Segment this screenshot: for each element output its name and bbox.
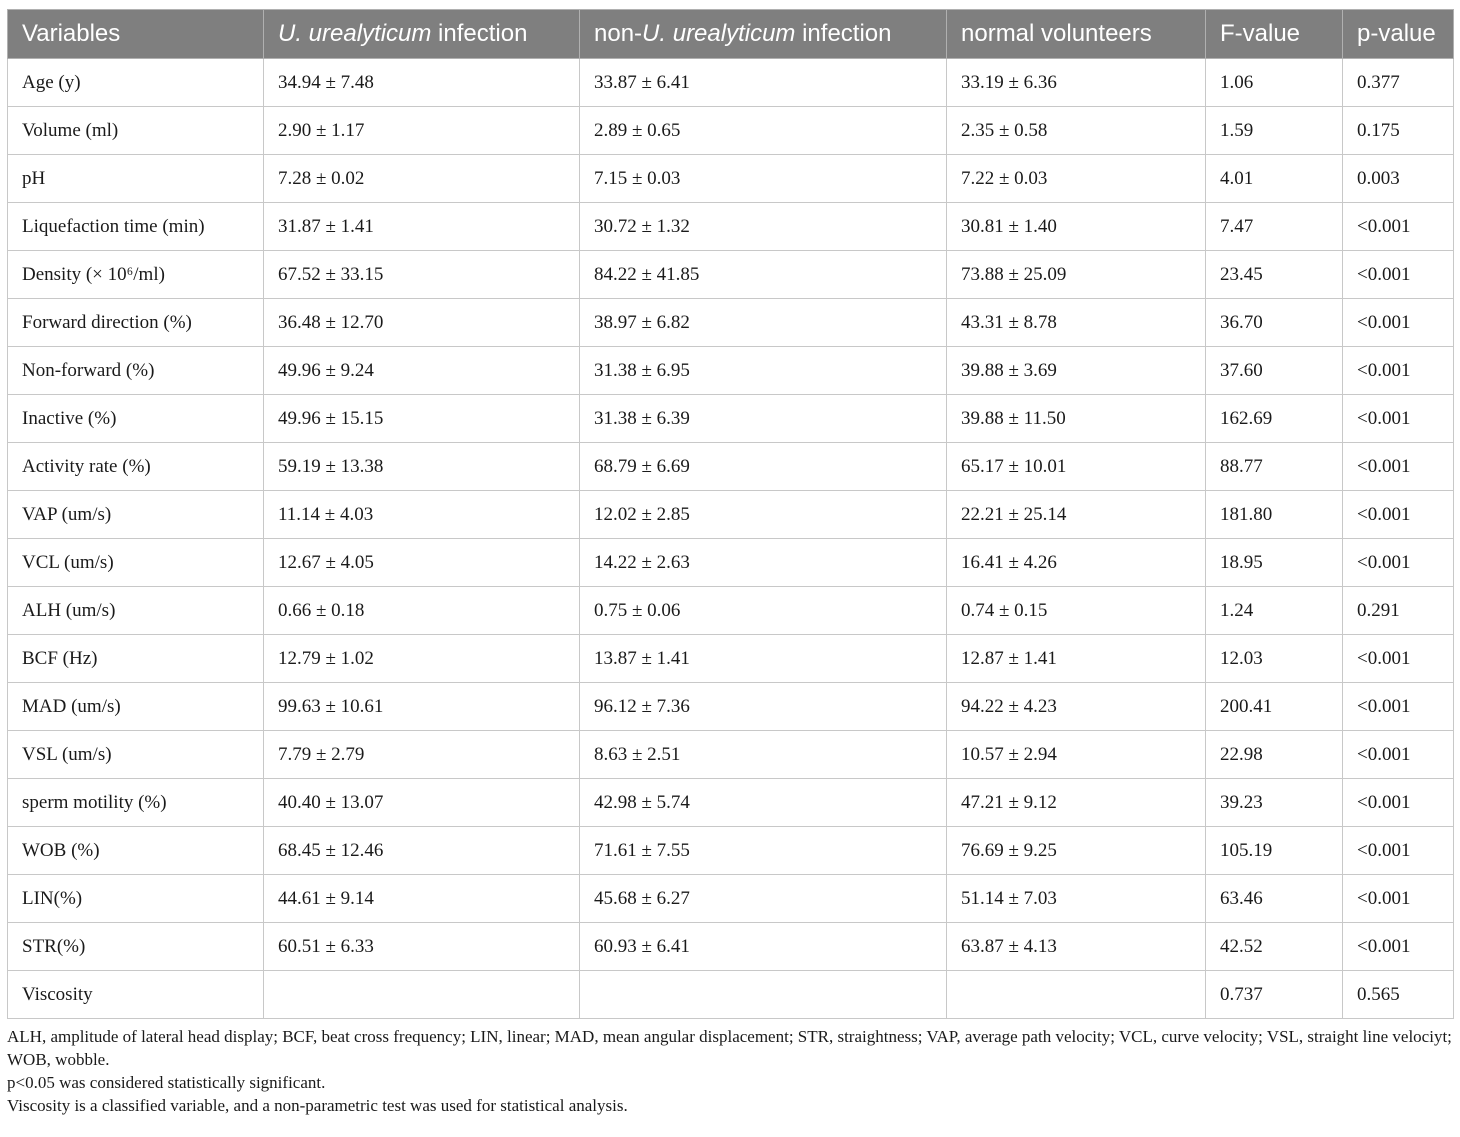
cell-f-value: 0.737 bbox=[1206, 971, 1343, 1019]
table-row bbox=[8, 971, 1454, 1019]
cell-non-uu-infection: 31.38 ± 6.39 bbox=[580, 395, 947, 443]
cell-uu-infection: 60.51 ± 6.33 bbox=[264, 923, 580, 971]
cell-p-value: <0.001 bbox=[1343, 827, 1454, 875]
cell-variable: Age (y) bbox=[8, 59, 264, 107]
cell-non-uu-infection: 7.15 ± 0.03 bbox=[580, 155, 947, 203]
cell-normal-volunteers: 94.22 ± 4.23 bbox=[947, 683, 1206, 731]
cell-f-value: 7.47 bbox=[1206, 203, 1343, 251]
cell-non-uu-infection: 71.61 ± 7.55 bbox=[580, 827, 947, 875]
cell-uu-infection: 67.52 ± 33.15 bbox=[264, 251, 580, 299]
header-uu-rest: infection bbox=[431, 20, 528, 47]
cell-p-value: <0.001 bbox=[1343, 299, 1454, 347]
cell-p-value: <0.001 bbox=[1343, 683, 1454, 731]
cell-normal-volunteers: 10.57 ± 2.94 bbox=[947, 731, 1206, 779]
cell-f-value: 105.19 bbox=[1206, 827, 1343, 875]
cell-normal-volunteers: 47.21 ± 9.12 bbox=[947, 779, 1206, 827]
cell-uu-infection bbox=[264, 971, 580, 1019]
cell-variable: Forward direction (%) bbox=[8, 299, 264, 347]
header-f-value: F-value bbox=[1206, 10, 1343, 59]
cell-non-uu-infection: 13.87 ± 1.41 bbox=[580, 635, 947, 683]
cell-p-value: <0.001 bbox=[1343, 923, 1454, 971]
cell-p-value: <0.001 bbox=[1343, 539, 1454, 587]
table-row bbox=[8, 107, 1454, 155]
cell-f-value: 1.06 bbox=[1206, 59, 1343, 107]
cell-p-value: <0.001 bbox=[1343, 203, 1454, 251]
cell-variable: LIN(%) bbox=[8, 875, 264, 923]
cell-non-uu-infection: 84.22 ± 41.85 bbox=[580, 251, 947, 299]
cell-uu-infection: 99.63 ± 10.61 bbox=[264, 683, 580, 731]
cell-non-uu-infection: 12.02 ± 2.85 bbox=[580, 491, 947, 539]
cell-f-value: 63.46 bbox=[1206, 875, 1343, 923]
table-row bbox=[8, 59, 1454, 107]
header-non-italic: U. urealyticum bbox=[642, 20, 796, 47]
cell-f-value: 39.23 bbox=[1206, 779, 1343, 827]
header-uu-italic: U. urealyticum bbox=[278, 20, 432, 47]
cell-variable: pH bbox=[8, 155, 264, 203]
cell-p-value: 0.291 bbox=[1343, 587, 1454, 635]
results-table bbox=[7, 9, 1454, 1019]
cell-variable: VCL (um/s) bbox=[8, 539, 264, 587]
footnote-viscosity: Viscosity is a classified variable, and a non-parametric test was used for statistical analysis. bbox=[7, 1096, 628, 1115]
cell-uu-infection: 59.19 ± 13.38 bbox=[264, 443, 580, 491]
cell-f-value: 1.59 bbox=[1206, 107, 1343, 155]
cell-variable: Non-forward (%) bbox=[8, 347, 264, 395]
footnotes bbox=[7, 1025, 1453, 1117]
table-body bbox=[8, 59, 1454, 1019]
header-p-value: p-value bbox=[1343, 10, 1454, 59]
table-row bbox=[8, 155, 1454, 203]
header-uu-infection bbox=[264, 10, 580, 59]
cell-normal-volunteers: 33.19 ± 6.36 bbox=[947, 59, 1206, 107]
table-row bbox=[8, 299, 1454, 347]
cell-p-value: 0.377 bbox=[1343, 59, 1454, 107]
cell-p-value: <0.001 bbox=[1343, 731, 1454, 779]
cell-non-uu-infection: 60.93 ± 6.41 bbox=[580, 923, 947, 971]
cell-uu-infection: 40.40 ± 13.07 bbox=[264, 779, 580, 827]
cell-uu-infection: 11.14 ± 4.03 bbox=[264, 491, 580, 539]
cell-variable: sperm motility (%) bbox=[8, 779, 264, 827]
table-row bbox=[8, 587, 1454, 635]
cell-p-value: <0.001 bbox=[1343, 875, 1454, 923]
cell-variable: MAD (um/s) bbox=[8, 683, 264, 731]
cell-f-value: 181.80 bbox=[1206, 491, 1343, 539]
cell-normal-volunteers: 30.81 ± 1.40 bbox=[947, 203, 1206, 251]
cell-f-value: 18.95 bbox=[1206, 539, 1343, 587]
cell-non-uu-infection bbox=[580, 971, 947, 1019]
table-row bbox=[8, 779, 1454, 827]
cell-uu-infection: 44.61 ± 9.14 bbox=[264, 875, 580, 923]
cell-normal-volunteers: 22.21 ± 25.14 bbox=[947, 491, 1206, 539]
cell-uu-infection: 68.45 ± 12.46 bbox=[264, 827, 580, 875]
cell-uu-infection: 0.66 ± 0.18 bbox=[264, 587, 580, 635]
table-container bbox=[7, 9, 1453, 1117]
cell-f-value: 42.52 bbox=[1206, 923, 1343, 971]
cell-normal-volunteers: 43.31 ± 8.78 bbox=[947, 299, 1206, 347]
cell-p-value: 0.565 bbox=[1343, 971, 1454, 1019]
cell-uu-infection: 12.79 ± 1.02 bbox=[264, 635, 580, 683]
header-non-rest: infection bbox=[795, 20, 892, 47]
table-row bbox=[8, 347, 1454, 395]
cell-non-uu-infection: 38.97 ± 6.82 bbox=[580, 299, 947, 347]
cell-p-value: <0.001 bbox=[1343, 347, 1454, 395]
table-row bbox=[8, 683, 1454, 731]
table-row bbox=[8, 395, 1454, 443]
cell-f-value: 162.69 bbox=[1206, 395, 1343, 443]
cell-variable: STR(%) bbox=[8, 923, 264, 971]
cell-normal-volunteers: 65.17 ± 10.01 bbox=[947, 443, 1206, 491]
cell-variable: Activity rate (%) bbox=[8, 443, 264, 491]
cell-f-value: 4.01 bbox=[1206, 155, 1343, 203]
cell-non-uu-infection: 31.38 ± 6.95 bbox=[580, 347, 947, 395]
cell-p-value: 0.175 bbox=[1343, 107, 1454, 155]
cell-variable: Volume (ml) bbox=[8, 107, 264, 155]
table-row bbox=[8, 827, 1454, 875]
cell-variable: ALH (um/s) bbox=[8, 587, 264, 635]
cell-variable: BCF (Hz) bbox=[8, 635, 264, 683]
cell-normal-volunteers: 39.88 ± 3.69 bbox=[947, 347, 1206, 395]
cell-uu-infection: 7.79 ± 2.79 bbox=[264, 731, 580, 779]
cell-f-value: 23.45 bbox=[1206, 251, 1343, 299]
table-row bbox=[8, 443, 1454, 491]
cell-non-uu-infection: 2.89 ± 0.65 bbox=[580, 107, 947, 155]
table-row bbox=[8, 731, 1454, 779]
table-row bbox=[8, 203, 1454, 251]
cell-normal-volunteers: 12.87 ± 1.41 bbox=[947, 635, 1206, 683]
cell-uu-infection: 36.48 ± 12.70 bbox=[264, 299, 580, 347]
cell-non-uu-infection: 30.72 ± 1.32 bbox=[580, 203, 947, 251]
cell-normal-volunteers: 63.87 ± 4.13 bbox=[947, 923, 1206, 971]
cell-non-uu-infection: 14.22 ± 2.63 bbox=[580, 539, 947, 587]
cell-f-value: 22.98 bbox=[1206, 731, 1343, 779]
table-row bbox=[8, 539, 1454, 587]
cell-uu-infection: 34.94 ± 7.48 bbox=[264, 59, 580, 107]
cell-p-value: <0.001 bbox=[1343, 395, 1454, 443]
cell-non-uu-infection: 33.87 ± 6.41 bbox=[580, 59, 947, 107]
header-non-uu-infection bbox=[580, 10, 947, 59]
cell-variable: Liquefaction time (min) bbox=[8, 203, 264, 251]
table-row bbox=[8, 875, 1454, 923]
cell-p-value: <0.001 bbox=[1343, 443, 1454, 491]
header-normal-volunteers: normal volunteers bbox=[947, 10, 1206, 59]
cell-normal-volunteers: 7.22 ± 0.03 bbox=[947, 155, 1206, 203]
cell-f-value: 88.77 bbox=[1206, 443, 1343, 491]
table-row bbox=[8, 491, 1454, 539]
cell-non-uu-infection: 42.98 ± 5.74 bbox=[580, 779, 947, 827]
header-non-prefix: non- bbox=[594, 20, 643, 47]
cell-uu-infection: 2.90 ± 1.17 bbox=[264, 107, 580, 155]
cell-uu-infection: 31.87 ± 1.41 bbox=[264, 203, 580, 251]
footnote-significance: p<0.05 was considered statistically significant. bbox=[7, 1073, 326, 1092]
cell-normal-volunteers: 2.35 ± 0.58 bbox=[947, 107, 1206, 155]
table-row bbox=[8, 251, 1454, 299]
cell-p-value: 0.003 bbox=[1343, 155, 1454, 203]
cell-non-uu-infection: 96.12 ± 7.36 bbox=[580, 683, 947, 731]
cell-p-value: <0.001 bbox=[1343, 635, 1454, 683]
footnote-abbreviations: ALH, amplitude of lateral head display; BCF, beat cross frequency; LIN, linear; MAD, mean angular displacement; STR, straightness; VAP, average path velocity; VCL, curve velocity; VSL, straight line velociyt; WOB, wobble. bbox=[7, 1027, 1452, 1069]
cell-variable: Inactive (%) bbox=[8, 395, 264, 443]
cell-f-value: 12.03 bbox=[1206, 635, 1343, 683]
cell-normal-volunteers: 51.14 ± 7.03 bbox=[947, 875, 1206, 923]
cell-normal-volunteers: 0.74 ± 0.15 bbox=[947, 587, 1206, 635]
header-row bbox=[8, 10, 1454, 59]
cell-f-value: 37.60 bbox=[1206, 347, 1343, 395]
table-row bbox=[8, 923, 1454, 971]
cell-normal-volunteers: 39.88 ± 11.50 bbox=[947, 395, 1206, 443]
cell-uu-infection: 7.28 ± 0.02 bbox=[264, 155, 580, 203]
cell-p-value: <0.001 bbox=[1343, 779, 1454, 827]
cell-variable: VSL (um/s) bbox=[8, 731, 264, 779]
header-variables: Variables bbox=[8, 10, 264, 59]
table-row bbox=[8, 635, 1454, 683]
cell-non-uu-infection: 8.63 ± 2.51 bbox=[580, 731, 947, 779]
cell-normal-volunteers: 73.88 ± 25.09 bbox=[947, 251, 1206, 299]
cell-normal-volunteers bbox=[947, 971, 1206, 1019]
cell-p-value: <0.001 bbox=[1343, 251, 1454, 299]
cell-variable: Viscosity bbox=[8, 971, 264, 1019]
cell-f-value: 200.41 bbox=[1206, 683, 1343, 731]
cell-f-value: 1.24 bbox=[1206, 587, 1343, 635]
cell-non-uu-infection: 45.68 ± 6.27 bbox=[580, 875, 947, 923]
cell-uu-infection: 49.96 ± 9.24 bbox=[264, 347, 580, 395]
cell-uu-infection: 12.67 ± 4.05 bbox=[264, 539, 580, 587]
cell-uu-infection: 49.96 ± 15.15 bbox=[264, 395, 580, 443]
cell-non-uu-infection: 68.79 ± 6.69 bbox=[580, 443, 947, 491]
cell-f-value: 36.70 bbox=[1206, 299, 1343, 347]
cell-p-value: <0.001 bbox=[1343, 491, 1454, 539]
cell-non-uu-infection: 0.75 ± 0.06 bbox=[580, 587, 947, 635]
cell-variable: VAP (um/s) bbox=[8, 491, 264, 539]
cell-variable: WOB (%) bbox=[8, 827, 264, 875]
cell-variable: Density (× 10⁶/ml) bbox=[8, 251, 264, 299]
cell-normal-volunteers: 76.69 ± 9.25 bbox=[947, 827, 1206, 875]
cell-normal-volunteers: 16.41 ± 4.26 bbox=[947, 539, 1206, 587]
